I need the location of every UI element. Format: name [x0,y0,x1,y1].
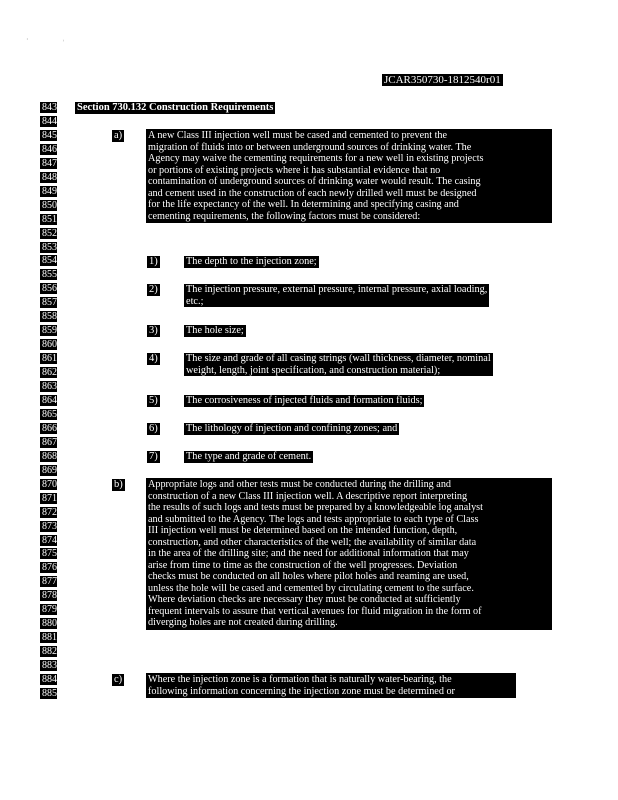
line-number: 864 [42,394,57,406]
line-number: 885 [42,687,57,699]
factor-label: 1) [149,256,158,267]
text-line: in the area of the drilling site; and the need for additional information that may [148,548,469,559]
paragraph-label: b) [114,479,123,490]
text-line: weight, length, joint specification, and construction material); [186,364,441,376]
line-number: 861 [42,353,57,365]
paragraph-b [146,478,552,630]
text-line: The lithology of injection and confining zones; and [186,423,398,434]
factor-label: 4) [149,353,158,364]
text-line: arise from time to time as the construction of the well progresses. Deviation [148,559,458,571]
text-line: Appropriate logs and other tests must be conducted during the drilling and [148,479,452,490]
text-line: etc.; [186,295,204,307]
factor-label: 5) [149,395,158,406]
document-reference: JCAR350730-1812540r01 [384,74,501,86]
text-line: migration of fluids into or between underground sources of drinking water. The [148,141,472,153]
line-number: 863 [42,381,57,392]
line-number: 848 [42,171,57,183]
line-number: 884 [42,673,57,685]
factor-label: 2) [149,284,158,295]
line-number: 851 [42,213,57,225]
line-number: 858 [42,311,57,323]
line-number: 847 [42,157,57,169]
line-number: 878 [42,590,57,602]
factor-item [184,423,399,435]
line-number: 854 [42,255,57,267]
line-number: 849 [42,185,57,197]
text-line: The type and grade of cement. [186,451,312,462]
factor-item [184,451,313,463]
text-line: The corrosiveness of injected fluids and formation fluids; [186,395,423,406]
line-number: 882 [42,646,57,657]
text-line: unless the hole will be cased and cemented by circulating cement to the surface. [148,582,474,594]
line-number: 843 [42,102,57,113]
line-number: 873 [42,520,57,532]
line-number: 850 [42,199,57,211]
factor-item [184,395,424,407]
factor-label: 7) [149,451,158,462]
line-number: 871 [42,492,57,504]
line-number: 876 [42,562,57,574]
line-number: 872 [42,506,57,518]
line-number: 856 [42,283,57,295]
line-number: 860 [42,339,57,351]
line-number: 877 [42,576,57,588]
line-number: 867 [42,436,57,448]
line-number: 846 [42,143,57,155]
text-line: frequent intervals to assure that vertical avenues for fluid migration in the form of [148,605,482,617]
text-line: the results of such logs and tests must be prepared by a knowledgeable log analyst [148,502,483,513]
factor-item [184,325,246,337]
text-line: or portions of existing projects where it has substantial evidence that no [148,164,441,176]
text-line: The size and grade of all casing strings (wall thickness, diameter, nominal [186,353,491,364]
text-line: The injection pressure, external pressure, internal pressure, axial loading, [186,284,488,295]
factor-item [184,284,489,307]
text-line: contamination of underground sources of drinking water would result. The casing [148,176,481,187]
line-number: 868 [42,450,57,462]
text-line: diverging holes are not created during drilling. [148,617,338,628]
factor-label: 6) [149,423,158,434]
factor-label: 3) [149,325,158,336]
text-line: cementing requirements, the following factors must be considered: [148,210,421,222]
paragraph-c [146,673,516,698]
line-number: 857 [42,297,57,309]
text-line: following information concerning the injection zone must be determined or [148,685,455,697]
text-line: construction, and other characteristics of the well; the availability of similar data [148,536,477,548]
text-line: A new Class III injection well must be cased and cemented to prevent the [148,130,448,141]
line-number: 865 [42,408,57,420]
paragraph-a [146,129,552,223]
text-line: and submitted to the Agency. The logs and tests appropriate to each type of Class [148,513,479,525]
line-number: 855 [42,269,57,281]
factor-item [184,256,319,268]
line-number: 853 [42,241,57,253]
line-number: 874 [42,534,57,546]
text-line: and cement used in the construction of each newly drilled well must be designed [148,187,477,199]
text-line: III injection well must be determined based on the intended function, depth, [148,525,458,536]
paragraph-label: c) [114,674,123,685]
line-number: 845 [42,129,57,141]
paragraph-label: a) [114,130,123,141]
text-line: Where the injection zone is a formation that is naturally water-bearing, the [148,674,452,685]
text-line: Agency may waive the cementing requirements for a new well in existing projects [148,153,484,164]
scan-speck: · [26,35,29,44]
line-number: 880 [42,618,57,630]
section-title: Section 730.132 Construction Requirements [77,102,274,113]
line-number: 869 [42,464,57,476]
line-number: 881 [42,632,57,644]
text-line: checks must be conducted on all holes where pilot holes and reaming are used, [148,571,469,582]
line-number: 875 [42,548,57,560]
line-number: 883 [42,660,57,671]
line-number: 866 [42,422,57,434]
line-number: 879 [42,604,57,616]
line-number: 870 [42,478,57,490]
text-line: The depth to the injection zone; [186,256,317,267]
text-line: The hole size; [186,325,244,336]
factor-item [184,353,493,376]
line-number: 852 [42,227,57,239]
line-number: 844 [42,116,57,127]
scan-speck: ˒ [62,35,65,44]
text-line: construction of a new Class III injection well. A descriptive report interpreting [148,490,468,502]
text-line: Where deviation checks are necessary they must be conducted at sufficiently [148,594,461,605]
text-line: for the life expectancy of the well. In determining and specifying casing and [148,199,459,210]
line-number: 862 [42,367,57,379]
line-number: 859 [42,325,57,337]
